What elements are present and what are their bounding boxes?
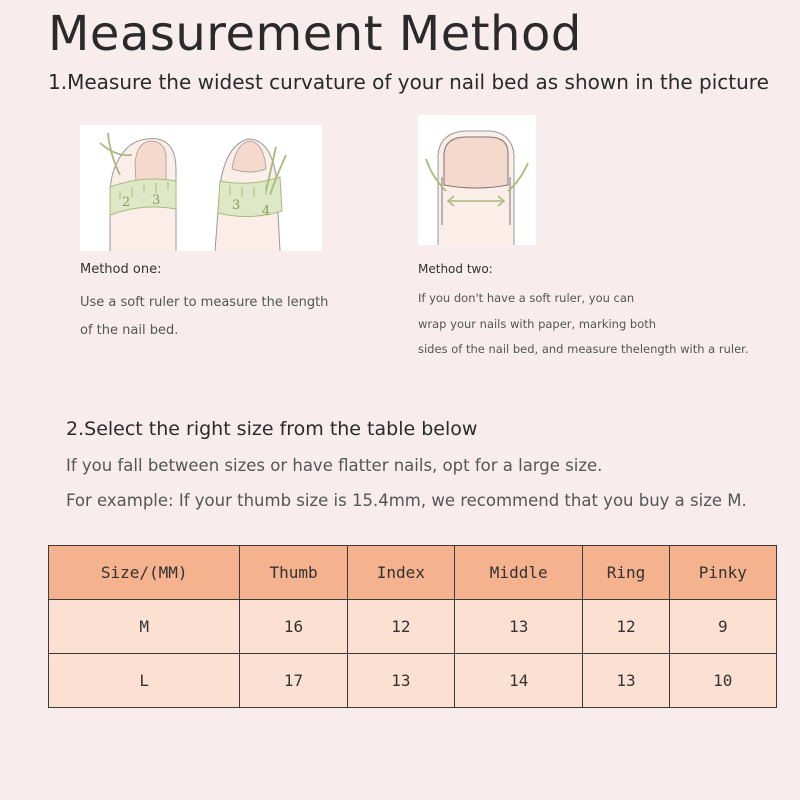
header-cell-size: Size/(MM) [49,546,240,600]
method-two-line: sides of the nail bed, and measure thelength with a ruler. [418,342,749,356]
method-two-line: wrap your nails with paper, marking both [418,316,657,331]
header-cell-pinky: Pinky [669,546,776,600]
finger-left-drawing [100,133,176,251]
nail-width-illustration [418,115,536,245]
method-two-text [418,286,749,363]
table-cell: L [49,654,240,708]
table-cell: 13 [583,654,669,708]
header-cell-index: Index [347,546,454,600]
method-one-line: Use a soft ruler to measure the length [80,295,329,310]
table-header-row [49,546,777,600]
header-cell-ring: Ring [583,546,669,600]
table-cell: 17 [240,654,347,708]
size-table [48,545,777,708]
table-cell: 9 [669,600,776,654]
size-note: If you fall between sizes or have flatter nails, opt for a large size. [66,456,603,475]
table-cell: 12 [583,600,669,654]
table-cell: 16 [240,600,347,654]
method-two-title: Method two: [418,262,493,276]
header-cell-thumb: Thumb [240,546,347,600]
header-cell-middle: Middle [455,546,583,600]
ruler-mark-label: 4 [262,204,271,219]
table-cell: 13 [455,600,583,654]
ruler-mark-label: 3 [232,198,241,213]
step2-heading: 2.Select the right size from the table below [66,418,478,440]
example-note: For example: If your thumb size is 15.4mm, we recommend that you buy a size M. [66,491,747,510]
step1-heading: 1.Measure the widest curvature of your nail bed as shown in the picture [48,70,769,94]
ruler-mark-label: 3 [152,193,161,208]
table-cell: 10 [669,654,776,708]
table-cell: M [49,600,240,654]
method-two-line: If you don't have a soft ruler, you can [418,291,635,305]
table-cell: 13 [347,654,454,708]
table-cell: 14 [455,654,583,708]
finger-ruler-illustration [80,125,322,251]
page-title: Measurement Method [48,6,582,62]
table-row [49,600,777,654]
method-one-text [80,289,328,345]
ruler-mark-label: 2 [122,195,131,210]
table-row [49,654,777,708]
method-one-line: of the nail bed. [80,323,179,338]
finger-right-drawing [215,139,286,251]
method-one-title: Method one: [80,262,162,277]
table-cell: 12 [347,600,454,654]
